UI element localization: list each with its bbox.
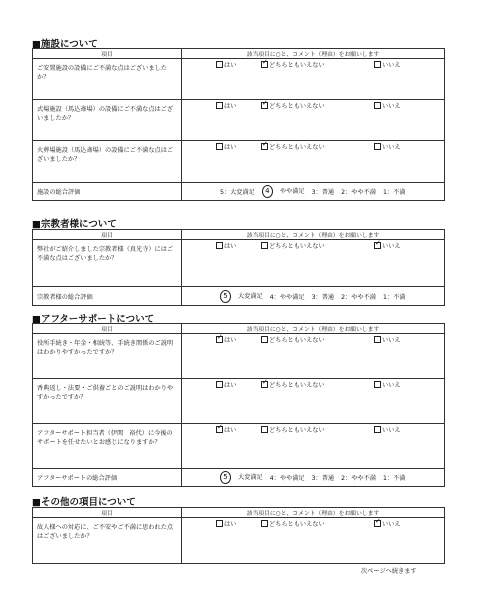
question-text: 役所手続き・年金・相続等、手続き関係のご説明はわかりやすかったですか？ <box>33 334 182 379</box>
question-text: 弊社がご紹介しました宗教者様（真光寺）にはご不満な点はございましたか？ <box>33 240 182 287</box>
option-label: いいえ <box>382 243 401 250</box>
checkbox-icon[interactable] <box>374 426 381 433</box>
circled-rating-mark: 5 <box>220 290 231 303</box>
rating-option-2[interactable]: 2：やや不満 <box>341 293 376 301</box>
option-label: はい <box>224 382 237 389</box>
option-neither[interactable] <box>261 380 374 389</box>
section-title-religious: ■宗教者様について <box>32 219 117 230</box>
checkbox-icon[interactable] <box>216 423 223 433</box>
checkbox-icon[interactable] <box>374 336 381 343</box>
aftersupport-table <box>32 323 445 487</box>
checkbox-icon[interactable] <box>261 99 268 109</box>
option-label: はい <box>224 144 237 151</box>
option-neither[interactable] <box>261 519 374 528</box>
checkbox-icon[interactable] <box>261 242 268 249</box>
question-text: 火葬場施設（馬込斎場）の設備にご不満な点はございましたか？ <box>33 141 182 183</box>
checkbox-icon[interactable] <box>374 239 381 249</box>
section-title-facilities: ■施設について <box>32 39 98 50</box>
answer-cell <box>182 334 445 379</box>
check-mark-icon: ✓ <box>375 517 381 525</box>
rating-option-4[interactable]: 4：やや満足 <box>269 293 305 301</box>
header-item: 項目 <box>33 230 182 240</box>
option-neither[interactable] <box>261 60 374 69</box>
facilities-table <box>32 48 445 201</box>
check-mark-icon: ✓ <box>262 99 268 107</box>
rating-option-3[interactable]: 3：普通 <box>311 293 335 301</box>
header-answer: 該当項目に○と、コメント（理由）をお願いします <box>182 230 445 240</box>
option-label: いいえ <box>382 62 401 69</box>
option-label: いいえ <box>382 103 401 110</box>
answer-cell <box>182 100 445 141</box>
option-label: どちらともいえない <box>269 337 325 344</box>
checkbox-icon[interactable] <box>216 102 223 109</box>
rating-options <box>182 471 444 484</box>
checkbox-icon[interactable] <box>374 61 381 68</box>
header-answer: 該当項目に○と、コメント（理由）をお願いします <box>182 324 445 334</box>
answer-cell <box>182 518 445 564</box>
check-mark-icon: ✓ <box>262 140 268 148</box>
rating-option-1[interactable]: 1：不満 <box>383 475 406 482</box>
option-label: いいえ <box>382 427 401 434</box>
checkbox-icon[interactable] <box>261 140 268 150</box>
option-neither[interactable] <box>261 142 374 151</box>
answer-options <box>182 379 444 389</box>
option-label: はい <box>224 521 237 528</box>
section-title-aftersupport: ■アフターサポートについて <box>32 314 155 325</box>
answer-cell <box>182 240 445 287</box>
check-mark-icon: ✓ <box>262 58 268 66</box>
rating-options <box>182 185 444 198</box>
circled-rating-mark: 4 <box>262 185 273 198</box>
rating-option-5[interactable]: 5 大変満足 <box>220 471 263 484</box>
checkbox-icon[interactable] <box>374 102 381 109</box>
option-yes[interactable] <box>216 142 261 151</box>
option-no[interactable] <box>374 335 401 344</box>
rating-option-4[interactable]: 4 やや満足 <box>262 185 305 198</box>
option-no[interactable] <box>374 241 401 250</box>
option-yes[interactable] <box>216 425 261 434</box>
option-no[interactable] <box>374 60 401 69</box>
rating-option-5[interactable]: 5 大変満足 <box>220 290 263 303</box>
option-no[interactable] <box>374 519 401 528</box>
rating-scale <box>182 183 445 201</box>
option-label: はい <box>224 337 237 344</box>
checkbox-icon[interactable] <box>261 336 268 343</box>
check-mark-icon: ✓ <box>262 378 268 386</box>
rating-options <box>182 290 444 303</box>
answer-options <box>182 240 444 250</box>
checkbox-icon[interactable] <box>216 333 223 343</box>
rating-option-3[interactable]: 3：普通 <box>311 475 335 482</box>
header-item: 項目 <box>33 324 182 334</box>
header-item: 項目 <box>33 49 182 59</box>
checkbox-icon[interactable] <box>261 378 268 388</box>
option-no[interactable] <box>374 142 401 151</box>
question-text: 香典返し・法要・ご供養ごとのご説明はわかりやすかったですか？ <box>33 379 182 424</box>
option-neither[interactable] <box>261 101 374 110</box>
option-label: いいえ <box>382 382 401 389</box>
rating-option-2[interactable]: 2：やや不満 <box>341 189 376 196</box>
answer-options <box>182 100 444 110</box>
option-no[interactable] <box>374 380 401 389</box>
answer-options <box>182 141 444 151</box>
checkbox-icon[interactable] <box>261 520 268 527</box>
option-yes[interactable] <box>216 380 261 389</box>
religious-table <box>32 229 445 306</box>
option-label: はい <box>224 103 237 110</box>
question-text: 式場施設（馬込斎場）の設備にご不満な点はございましたか？ <box>33 100 182 141</box>
answer-options <box>182 518 444 528</box>
check-mark-icon: ✓ <box>217 333 223 341</box>
check-mark-icon: ✓ <box>217 423 223 431</box>
checkbox-icon[interactable] <box>216 381 223 388</box>
rating-label: 宗教者様の総合評価 <box>33 287 182 306</box>
option-label: どちらともいえない <box>269 243 325 250</box>
question-text: 故人様への対応に、ご不安やご不満に思われた点はございましたか？ <box>33 518 182 564</box>
option-label: はい <box>224 243 237 250</box>
checkbox-icon[interactable] <box>374 143 381 150</box>
rating-scale <box>182 469 445 487</box>
rating-option-1[interactable]: 1：不満 <box>383 293 406 301</box>
option-yes[interactable] <box>216 60 261 69</box>
option-no[interactable] <box>374 425 401 434</box>
checkbox-icon[interactable] <box>261 58 268 68</box>
checkbox-icon[interactable] <box>261 426 268 433</box>
option-yes[interactable] <box>216 241 261 250</box>
answer-cell <box>182 141 445 183</box>
rating-option-1[interactable]: 1：不満 <box>383 189 406 196</box>
question-text: アフターサポート担当者（伊関 裕代）に今後のサポートを任せたいとお感じになりますか？ <box>33 424 182 469</box>
answer-options <box>182 334 444 344</box>
option-label: はい <box>224 427 237 434</box>
section-title-other: ■その他の項目について <box>32 497 136 508</box>
option-label: どちらともいえない <box>269 144 325 151</box>
rating-option-3[interactable]: 3：普通 <box>311 189 335 196</box>
option-label: どちらともいえない <box>269 62 325 69</box>
header-answer: 該当項目に○と、コメント（理由）をお願いします <box>182 49 445 59</box>
rating-option-4[interactable]: 4：やや満足 <box>269 475 305 482</box>
option-label: どちらともいえない <box>269 521 325 528</box>
circled-rating-mark: 5 <box>220 471 231 484</box>
option-neither[interactable] <box>261 425 374 434</box>
answer-cell <box>182 59 445 100</box>
answer-cell <box>182 379 445 424</box>
rating-scale <box>182 287 445 306</box>
other-table <box>32 507 445 564</box>
check-mark-icon: ✓ <box>375 239 381 247</box>
option-label: どちらともいえない <box>269 382 325 389</box>
option-label: どちらともいえない <box>269 427 325 434</box>
option-label: いいえ <box>382 337 401 344</box>
option-label: どちらともいえない <box>269 103 325 110</box>
header-answer: 該当項目に○と、コメント（理由）をお願いします <box>182 508 445 518</box>
option-neither[interactable] <box>261 241 374 250</box>
checkbox-icon[interactable] <box>216 61 223 68</box>
option-label: いいえ <box>382 521 401 528</box>
option-no[interactable] <box>374 101 401 110</box>
option-neither[interactable] <box>261 335 374 344</box>
question-text: ご安置施設の設備にご不満な点はございましたか？ <box>33 59 182 100</box>
answer-options <box>182 59 444 69</box>
checkbox-icon[interactable] <box>374 381 381 388</box>
continued-note: 次ページへ続きます <box>361 568 417 575</box>
rating-option-2[interactable]: 2：やや不満 <box>341 475 376 482</box>
answer-options <box>182 424 444 434</box>
rating-label: 施設の総合評価 <box>33 183 182 201</box>
checkbox-icon[interactable] <box>374 517 381 527</box>
answer-cell <box>182 424 445 469</box>
rating-label: アフターサポートの総合評価 <box>33 469 182 487</box>
checkbox-icon[interactable] <box>216 242 223 249</box>
checkbox-icon[interactable] <box>216 143 223 150</box>
option-yes[interactable] <box>216 101 261 110</box>
header-item: 項目 <box>33 508 182 518</box>
option-label: はい <box>224 62 237 69</box>
option-label: いいえ <box>382 144 401 151</box>
option-yes[interactable] <box>216 335 261 344</box>
rating-option-5[interactable]: 5：大変満足 <box>220 189 255 196</box>
checkbox-icon[interactable] <box>216 520 223 527</box>
option-yes[interactable] <box>216 519 261 528</box>
